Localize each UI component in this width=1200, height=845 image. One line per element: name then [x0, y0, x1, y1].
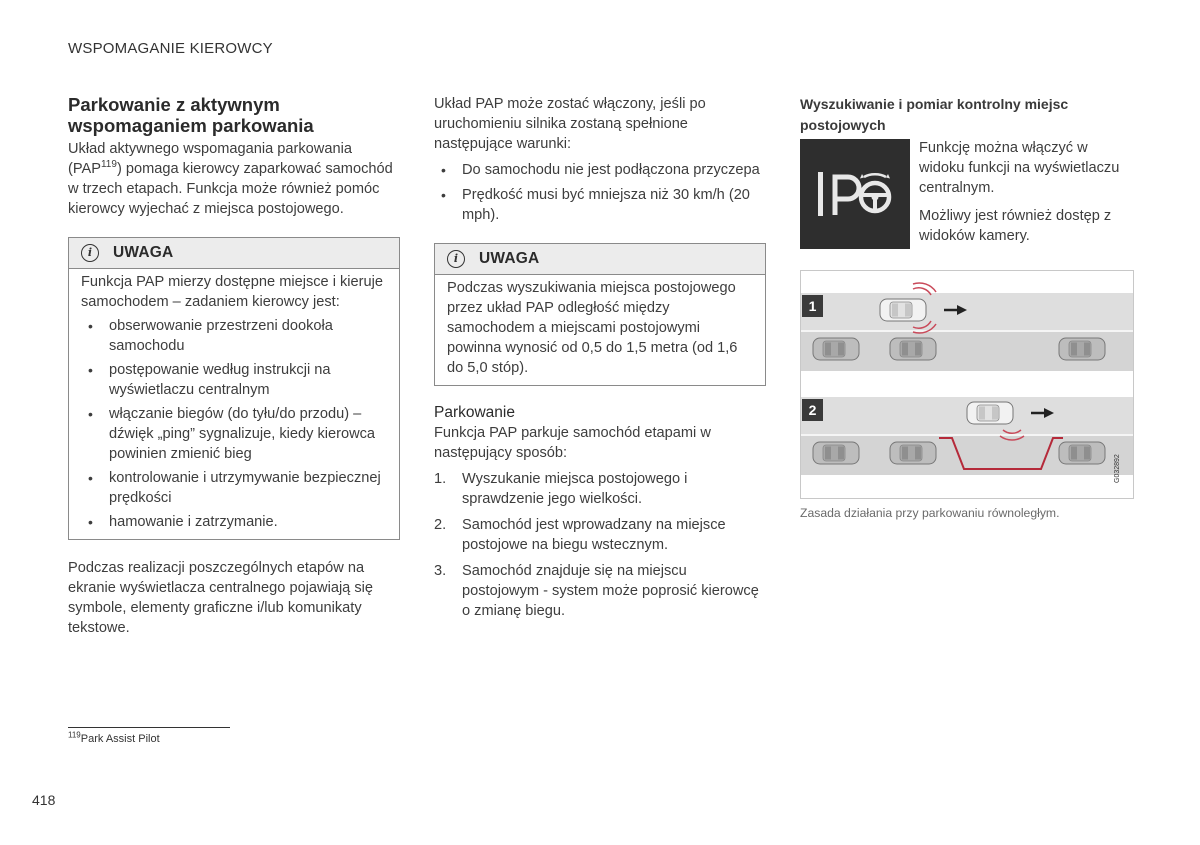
steps-list	[434, 469, 766, 621]
list-item: 1. Wyszukanie miejsca postojowego i sprawdzenie jego wielkości.	[434, 471, 688, 507]
info-icon: i	[447, 250, 465, 268]
after-note-paragraph: Podczas realizacji poszczególnych etapów na ekranie wyświetlacza centralnego pojawiają się symbole, elementy graficzne i/lub komunikaty tekstowe.	[68, 560, 374, 636]
list-item: • Prędkość musi być mniejsza niż 30 km/h (20 mph).	[434, 185, 766, 225]
note-label: UWAGA	[479, 250, 540, 267]
note-body	[435, 275, 765, 385]
column-2	[434, 94, 766, 621]
function-paragraph: Funkcję można włączyć w widoku funkcji na wyświetlaczu centralnym.	[919, 140, 1120, 196]
note-body	[69, 269, 399, 539]
parallel-parking-diagram	[800, 270, 1134, 499]
svg-text:2: 2	[808, 402, 817, 418]
note-header	[69, 238, 399, 269]
list-item: • Do samochodu nie jest podłączona przyczepa	[434, 160, 766, 180]
section-title: Parkowanie z aktywnym wspomaganiem parkowania	[68, 94, 314, 136]
info-icon: i	[81, 244, 99, 262]
parking-intro: Funkcja PAP parkuje samochód etapami w następujący sposób:	[434, 425, 711, 461]
list-item: • postępowanie według instrukcji na wyświetlaczu centralnym	[81, 360, 387, 400]
footnote-ref[interactable]: 119	[100, 159, 117, 171]
function-text	[919, 138, 1133, 246]
footnote: $^{119}$Park Assist Pilot	[68, 730, 160, 745]
note-label: UWAGA	[113, 244, 174, 261]
footnote-divider	[68, 727, 230, 728]
list-item: 2. Samochód jest wprowadzany na miejsce postojowe na biegu wstecznym.	[434, 517, 726, 553]
park-assist-steering-icon	[800, 139, 910, 249]
note-header	[435, 244, 765, 275]
note-box	[68, 237, 400, 540]
intro-paragraph: Układ aktywnego wspomagania parkowania (PAP$^{119}$) pomaga kierowcy zaparkować samochód w trzech etapach. Funkcja może również pomóc kierowcy wyjechać z miejsca postojowego.	[68, 141, 393, 217]
svg-text:1: 1	[808, 298, 817, 314]
parking-heading: Parkowanie	[434, 404, 515, 421]
list-item: • włączanie biegów (do tyłu/do przodu) – dźwięk „ping” sygnalizuje, kiedy kierowca powinien zmienić bieg	[81, 404, 387, 464]
conditions-intro: Układ PAP może zostać włączony, jeśli po uruchomieniu silnika zostaną spełnione następujące warunki:	[434, 96, 706, 152]
svg-text:G032892: G032892	[1114, 454, 1121, 483]
conditions-list	[434, 160, 766, 225]
list-item: 3. Samochód znajduje się na miejscu postojowym - system może poprosić kierowcę o zmianę biegu.	[434, 563, 759, 619]
column-3	[800, 94, 1134, 136]
page-number: 418	[32, 792, 56, 808]
list-item: • kontrolowanie i utrzymywanie bezpiecznej prędkości	[81, 468, 387, 508]
diagram-panel-2	[801, 397, 1133, 483]
column-1	[68, 94, 400, 638]
note-text: Funkcja PAP mierzy dostępne miejsce i kieruje samochodem – zadaniem kierowcy jest:	[81, 274, 384, 310]
list-item: • hamowanie i zatrzymanie.	[81, 512, 387, 532]
note-text: Podczas wyszukiwania miejsca postojowego przez układ PAP odległość między samochodem a miejscami postojowymi powinna wynosić od 0,5 do 1,5 metra (od 1,6 do 5,0 stóp).	[447, 280, 738, 376]
search-heading: Wyszukiwanie i pomiar kontrolny miejsc postojowych	[800, 96, 1069, 133]
running-header: WSPOMAGANIE KIEROWCY	[68, 40, 273, 57]
camera-paragraph: Możliwy jest również dostęp z widoków kamery.	[919, 208, 1112, 244]
duties-list	[81, 316, 387, 532]
list-item: • obserwowanie przestrzeni dookoła samochodu	[81, 316, 387, 356]
diagram-panel-1	[801, 283, 1133, 371]
diagram-caption: Zasada działania przy parkowaniu równoległym.	[800, 506, 1060, 520]
note-box	[434, 243, 766, 386]
